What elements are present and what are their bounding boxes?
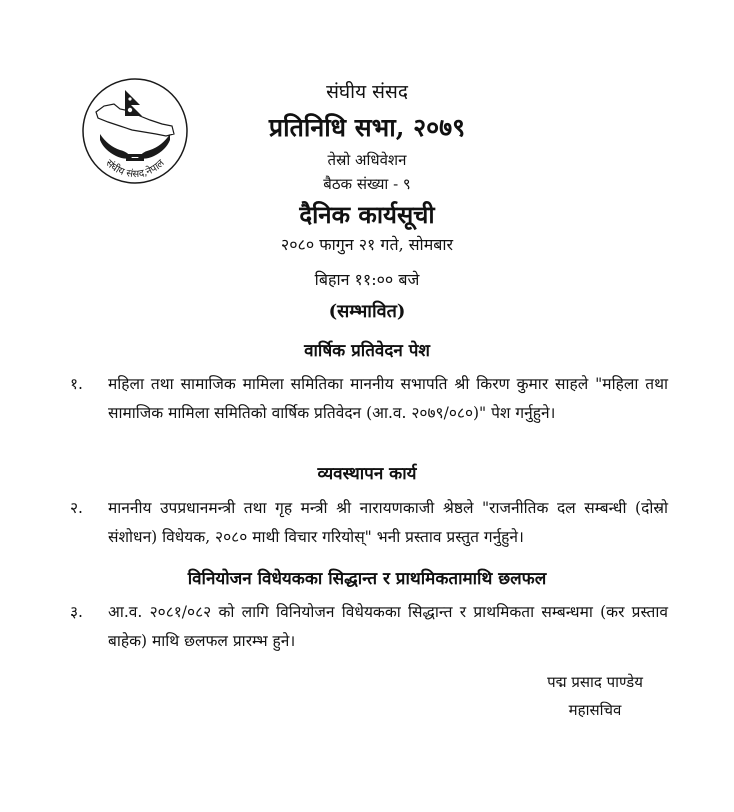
parliament-name: संघीय संसद bbox=[326, 81, 408, 103]
agenda-item-text: माननीय उपप्रधानमन्त्री तथा गृह मन्त्री श्री नारायणकाजी श्रेष्ठले "राजनीतिक दल सम्बन्धी (दोस्रो संशोधन) विधेयक, २०८० माथी विचार गरियोस्" भनी प्रस्ताव प्रस्तुत गर्नुहुने। bbox=[108, 499, 668, 546]
agenda-item-number: १. bbox=[70, 375, 83, 393]
agenda-date: २०८० फागुन २१ गते, सोमबार bbox=[280, 235, 454, 254]
agenda-item-number: २. bbox=[70, 499, 83, 517]
agenda-status: (सम्भावित) bbox=[328, 301, 406, 322]
agenda-item-number: ३. bbox=[70, 603, 83, 621]
agenda-item-text: महिला तथा सामाजिक मामिला समितिका माननीय सभापति श्री किरण कुमार साहले "महिला तथा सामाजिक मामिला समितिको वार्षिक प्रतिवेदन (आ.व. २०७९/०८०)" पेश गर्नुहुने। bbox=[108, 375, 668, 422]
agenda-item-text: आ.व. २०८१/०८२ को लागि विनियोजन विधेयकका सिद्धान्त र प्राथमिकता सम्बन्धमा (कर प्रस्ताव बाहेक) माथि छलफल प्रारम्भ हुने। bbox=[108, 603, 668, 650]
signatory-designation: महासचिव bbox=[568, 701, 622, 719]
signatory-name: पद्म प्रसाद पाण्डेय bbox=[547, 673, 643, 691]
session-label: तेस्रो अधिवेशन bbox=[327, 151, 407, 169]
section-heading-legislative-business: व्यवस्थापन कार्य bbox=[317, 464, 417, 484]
agenda-time: बिहान ११:०० बजे bbox=[314, 270, 420, 289]
section-heading-appropriation-discussion: विनियोजन विधेयकका सिद्धान्त र प्राथमिकतामाथि छलफल bbox=[187, 569, 547, 589]
emblem-text: संघीय संसद,नेपाल bbox=[103, 157, 167, 181]
house-title: प्रतिनिधि सभा, २०७९ bbox=[268, 113, 466, 142]
meeting-number: बैठक संख्या - ९ bbox=[323, 175, 411, 193]
section-heading-annual-report: वार्षिक प्रतिवेदन पेश bbox=[304, 341, 430, 361]
page-title: दैनिक कार्यसूची bbox=[299, 200, 435, 229]
